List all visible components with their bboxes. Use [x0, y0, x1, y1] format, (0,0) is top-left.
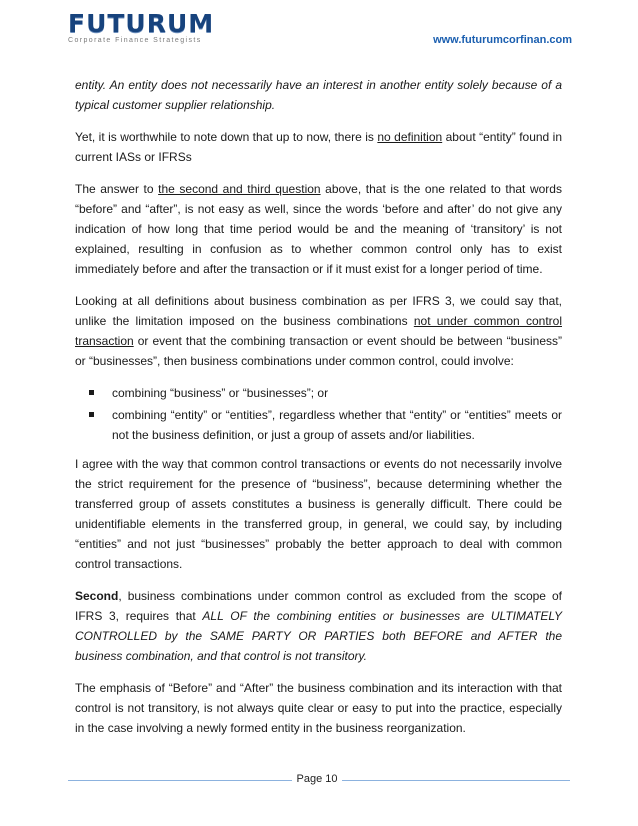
document-body [75, 75, 562, 750]
underlined-second-third-question: the second and third question [158, 182, 321, 196]
list-item: combining “entity” or “entities”, regardless whether that “entity” or “entities” meets or not the business definition, or just a group of assets and/or liabilities. [75, 405, 562, 445]
footer-rule-right [342, 780, 570, 781]
page-number: Page 10 [296, 773, 338, 785]
logo-wordmark: FUTURUM [68, 9, 215, 38]
square-bullet-icon [89, 390, 94, 395]
paragraph-emphasis-before-after: The emphasis of “Before” and “After” the business combination and its interaction with that control is not transitory, is not always quite clear or easy to put into the practice, especially in the case involving a newly formed entity in the business reorganization. [75, 681, 562, 735]
bullet-list [75, 383, 562, 445]
paragraph-no-definition: Yet, it is worthwhile to note down that up to now, there is no definition about “entity” found in current IASs or IFRSs [75, 130, 562, 164]
underlined-no-definition: no definition [377, 130, 443, 144]
square-bullet-icon [89, 412, 94, 417]
paragraph-entity-definition: entity. An entity does not necessarily have an interest in another entity solely because of a typical customer supplier relationship. [75, 78, 562, 112]
underlined-not-under-common-control: not under common control transaction [75, 314, 562, 348]
futurum-logo [68, 9, 215, 44]
page-footer [0, 770, 638, 794]
paragraph-second-point: Second, business combinations under common control as excluded from the scope of IFRS 3, requires that ALL OF the combining entities or businesses are ULTIMATELY CONTROLLED by the SAME PARTY OR PARTIES both BEFORE and AFTER the business combination, and that control is not transitory. [75, 589, 562, 663]
paragraph-answer-second-third: The answer to the second and third question above, that is the one related to that words “before” and “after”, is not easy as well, since the words ‘before and after’ do not give any indication of how long that time period would be and the meaning of ‘transitory’ is not explained, resulting in confusion as to whether common control only has to exist immediately before and after the transaction or if it must exist for a longer period of time. [75, 182, 562, 276]
paragraph-ifrs3-definitions: Looking at all definitions about business combination as per IFRS 3, we could say that, unlike the limitation imposed on the business combinations not under common control transaction or event that the combining transaction or event should be between “business” or “businesses”, then business combinations under common control, could involve: [75, 294, 562, 368]
website-url[interactable]: www.futurumcorfinan.com [433, 34, 572, 46]
page-header [0, 0, 638, 60]
paragraph-agreement: I agree with the way that common control transactions or events do not necessarily involve the strict requirement for the presence of “business”, because determining whether the transferred group of assets constitutes a business is generally difficult. There could be unidentifiable elements in the transferred group, in general, we could say, by including “entities” and not just “businesses” probably the better approach to deal with common control transactions. [75, 457, 562, 571]
logo-tagline: Corporate Finance Strategists [68, 37, 202, 44]
list-item: combining “business” or “businesses”; or [75, 383, 562, 403]
footer-rule-left [68, 780, 292, 781]
